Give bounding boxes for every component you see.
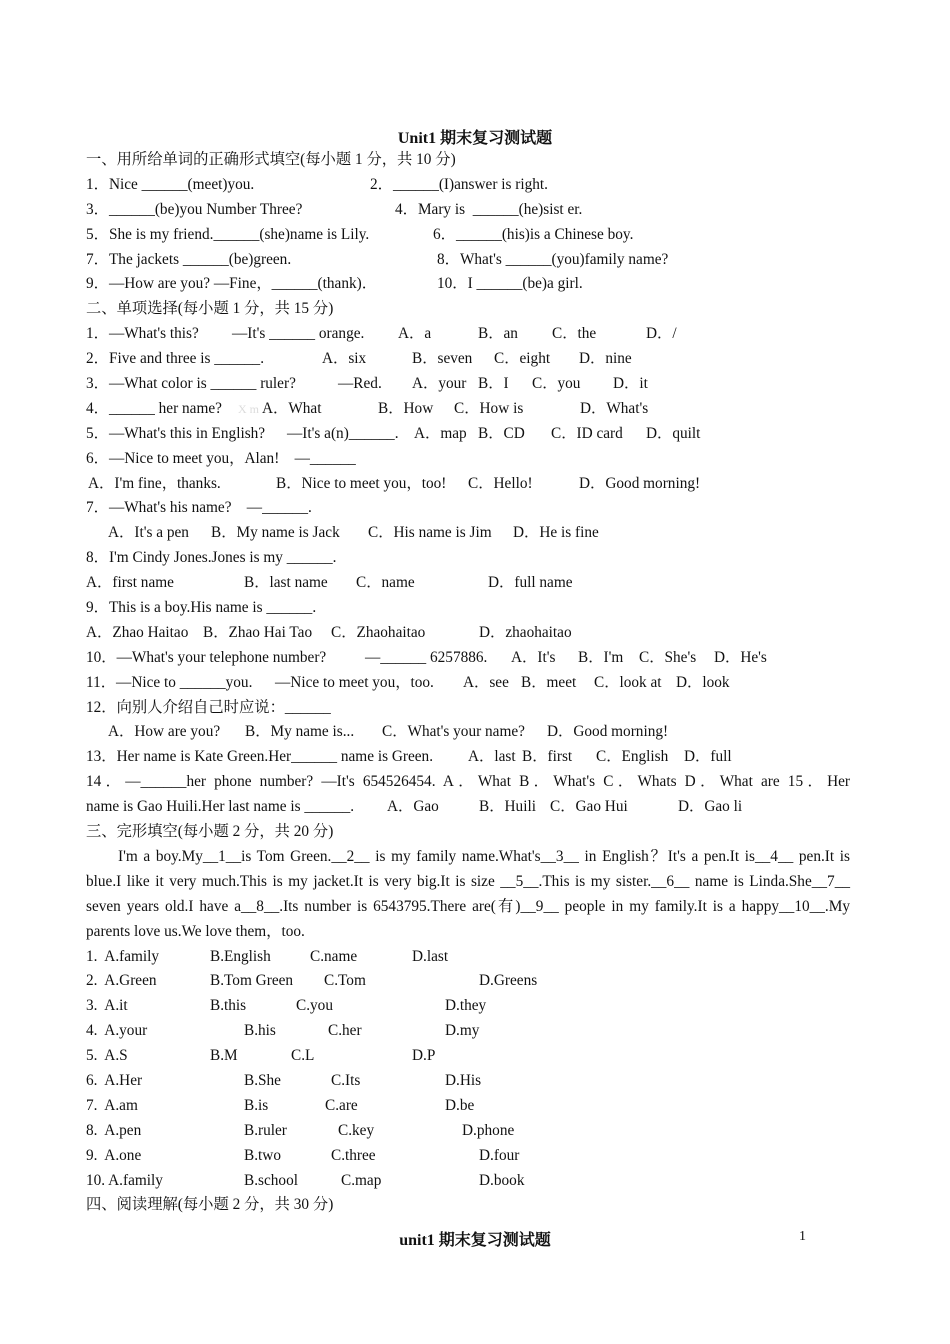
section-4-heading: 四、阅读理解(每小题 2 分，共 30 分) — [86, 1196, 334, 1214]
section-3-heading: 三、完形填空(每小题 2 分，共 20 分) — [86, 823, 334, 841]
s1-row: 1．Nice ______(meet)you. 2．______(I)answer is right. — [86, 175, 549, 193]
section-1-heading: 一、用所给单词的正确形式填空(每小题 1 分，共 10 分) — [86, 151, 456, 168]
cloze-options-row: 7. A.am B.is C.are D.be — [86, 1096, 475, 1114]
question-8: 8．I'm Cindy Jones.Jones is my ______. — [86, 549, 337, 567]
s1-row: 9．—How are you? —Fine，______(thank)． 10．I ______(be)a girl. — [86, 275, 583, 293]
s1-row: 5．She is my friend.______(she)name is Lily. 6．______(his)is a Chinese boy. — [86, 225, 634, 243]
question-9: 9．This is a boy.His name is ______. — [86, 599, 317, 617]
cloze-options-row: 5. A.S B.M C.L D.P — [86, 1047, 436, 1065]
question-6-options: A．I'm fine，thanks. B．Nice to meet you，too! C．Hello! D．Good morning! — [88, 474, 701, 492]
question-7: 7．—What's his name? —______. — [86, 499, 312, 517]
question-12: 12．向别人介绍自己时应说：______ — [86, 698, 331, 716]
cloze-options-row: 10. A.family B.school C.map D.book — [86, 1171, 525, 1189]
s1-row: 3．______(be)you Number Three? 4．Mary is ______(he)sist er. — [86, 200, 583, 218]
cloze-options-row: 6. A.Her B.She C.Its D.His — [86, 1072, 482, 1090]
question-2: 2．Five and three is ______. A．six B．seven C．eight D．nine — [86, 350, 632, 368]
question-12-options: A．How are you? B．My name is... C．What's your name? D．Good morning! — [108, 723, 669, 741]
page-footer: unit1 期末复习测试题 — [399, 1232, 551, 1249]
page-number: 1 — [799, 1229, 806, 1244]
question-11: 11．—Nice to ______you. —Nice to meet you，too. A．see B．meet C．look at D．look — [86, 673, 730, 691]
question-6: 6．—Nice to meet you，Alan! —______ — [86, 449, 356, 467]
question-14-line: 14．—______her phone number? —It's 654526454. A．What B．What's C．Whats D．What are 15．Her — [86, 773, 850, 791]
s1-row: 7．The jackets ______(be)green. 8．What's ______(you)family name? — [86, 250, 669, 268]
question-1: 1．—What's this? —It's ______ orange. A．a B．an C．the D．/ — [86, 325, 677, 343]
question-13: 13．Her name is Kate Green.Her______ name is Green. A．last B．first C．English D．full — [86, 748, 732, 766]
question-10: 10．—What's your telephone number? —______ 6257886. A．It's B．I'm C．She's D．He's — [86, 648, 767, 666]
question-8-options: A．first name B．last name C．name D．full name — [86, 574, 573, 592]
question-15-line: name is Gao Huili.Her last name is ______. A．Gao B．Huili C．Gao Hui D．Gao li — [86, 798, 743, 816]
cloze-options-row: 2. A.Green B.Tom Green C.Tom D.Greens — [86, 972, 538, 990]
question-5: 5．—What's this in English? —It's a(n)______. A．map B．CD C．ID card D．quilt — [86, 424, 701, 442]
cloze-options-row: 4. A.your B.his C.her D.my — [86, 1022, 480, 1040]
cloze-options-row: 3. A.it B.this C.you D.they — [86, 997, 487, 1015]
cloze-options-row: 8. A.pen B.ruler C.key D.phone — [86, 1121, 515, 1139]
cloze-options-row: 1. A.family B.English C.name D.last — [86, 947, 449, 965]
document-body — [86, 148, 850, 1218]
question-3: 3．—What color is ______ ruler? —Red. A．your B．I C．you D．it — [86, 375, 648, 393]
question-9-options: A．Zhao Haitao B．Zhao Hai Tao C．Zhaohaitao D．zhaohaitao — [86, 623, 572, 641]
question-7-options: A．It's a pen B．My name is Jack C．His name is Jim D．He is fine — [108, 524, 599, 542]
cloze-options-row: 9. A.one B.two C.three D.four — [86, 1146, 520, 1164]
cloze-passage: I'm a boy.My__1__is Tom Green.__2__ is my family name.What's__3__ in English？It's a pen.It is__4__ pen.It is blue.I like it very much.This is my jacket.It is very big.It is size __5__.This is my sister.__6__ name is Linda.She__7__ seven years old.I have a__8__.Its number is 6543795.There are(有)__9__ people in my family.It is a happy__10__.My parents love us.We love them，too. — [86, 847, 850, 940]
section-2-heading: 二、单项选择(每小题 1 分，共 15 分) — [86, 300, 334, 318]
question-4: 4．______ her name? X m A．What B．How C．How is D．What's — [86, 399, 649, 417]
document-title: Unit1 期末复习测试题 — [397, 130, 553, 147]
